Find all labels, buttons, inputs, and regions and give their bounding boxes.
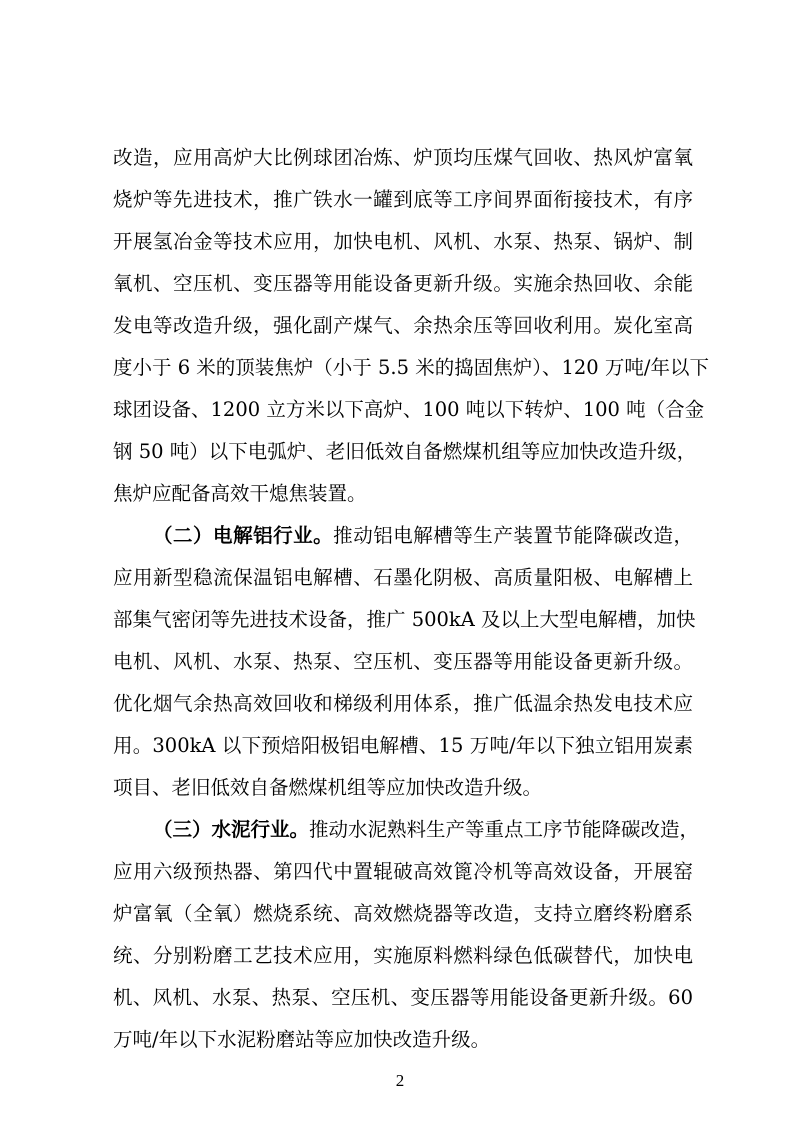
text-line: 焦炉应配备高效干熄焦装置。 <box>113 482 367 505</box>
section-heading: （二）电解铝行业。 <box>153 524 334 547</box>
text-line: 度小于 6 米的顶装焦炉（小于 5.5 米的捣固焦炉）、120 万吨/年以下 <box>113 356 709 379</box>
text-line: 开展氢冶金等技术应用，加快电机、风机、水泵、热泵、锅炉、制 <box>113 230 693 253</box>
text-line: 统、分别粉磨工艺技术应用，实施原料燃料绿色低碳替代，加快电 <box>113 944 693 967</box>
text-line: 电机、风机、水泵、热泵、空压机、变压器等用能设备更新升级。 <box>113 650 693 673</box>
text-line: 发电等改造升级，强化副产煤气、余热余压等回收利用。炭化室高 <box>113 314 693 337</box>
text-line <box>153 523 693 549</box>
text-line: 炉富氧（全氧）燃烧系统、高效燃烧器等改造，支持立磨终粉磨系 <box>113 902 693 925</box>
text-line <box>153 817 700 843</box>
text-line: 氧机、空压机、变压器等用能设备更新升级。实施余热回收、余能 <box>113 272 693 295</box>
text-line: 项目、老旧低效自备燃煤机组等应加快改造升级。 <box>113 776 543 799</box>
text-line: 钢 50 吨）以下电弧炉、老旧低效自备燃煤机组等应加快改造升级， <box>113 440 697 463</box>
text-line: 部集气密闭等先进技术设备，推广 500kA 及以上大型电解槽，加快 <box>113 608 696 631</box>
text-line: 优化烟气余热高效回收和梯级利用体系，推广低温余热发电技术应 <box>113 692 693 715</box>
section-heading: （三）水泥行业。 <box>153 818 310 841</box>
text-line: 改造，应用高炉大比例球团冶炼、炉顶均压煤气回收、热风炉富氧 <box>113 146 693 169</box>
text-line: 球团设备、1200 立方米以下高炉、100 吨以下转炉、100 吨（合金 <box>113 398 705 421</box>
page-number: 2 <box>395 1071 405 1090</box>
text-line: 万吨/年以下水泥粉磨站等应加快改造升级。 <box>113 1028 491 1051</box>
text-line: 应用六级预热器、第四代中置辊破高效篦冷机等高效设备，开展窑 <box>113 860 693 883</box>
text-line: 机、风机、水泵、热泵、空压机、变压器等用能设备更新升级。60 <box>113 986 693 1009</box>
text-line: 烧炉等先进技术，推广铁水一罐到底等工序间界面衔接技术，有序 <box>113 188 693 211</box>
text-span: 推动铝电解槽等生产装置节能降碳改造， <box>333 524 693 547</box>
text-line: 应用新型稳流保温铝电解槽、石墨化阴极、高质量阳极、电解槽上 <box>113 566 693 589</box>
text-line: 用。300kA 以下预焙阳极铝电解槽、15 万吨/年以下独立铝用炭素 <box>113 734 693 757</box>
text-span: 推动水泥熟料生产等重点工序节能降碳改造， <box>309 818 700 841</box>
